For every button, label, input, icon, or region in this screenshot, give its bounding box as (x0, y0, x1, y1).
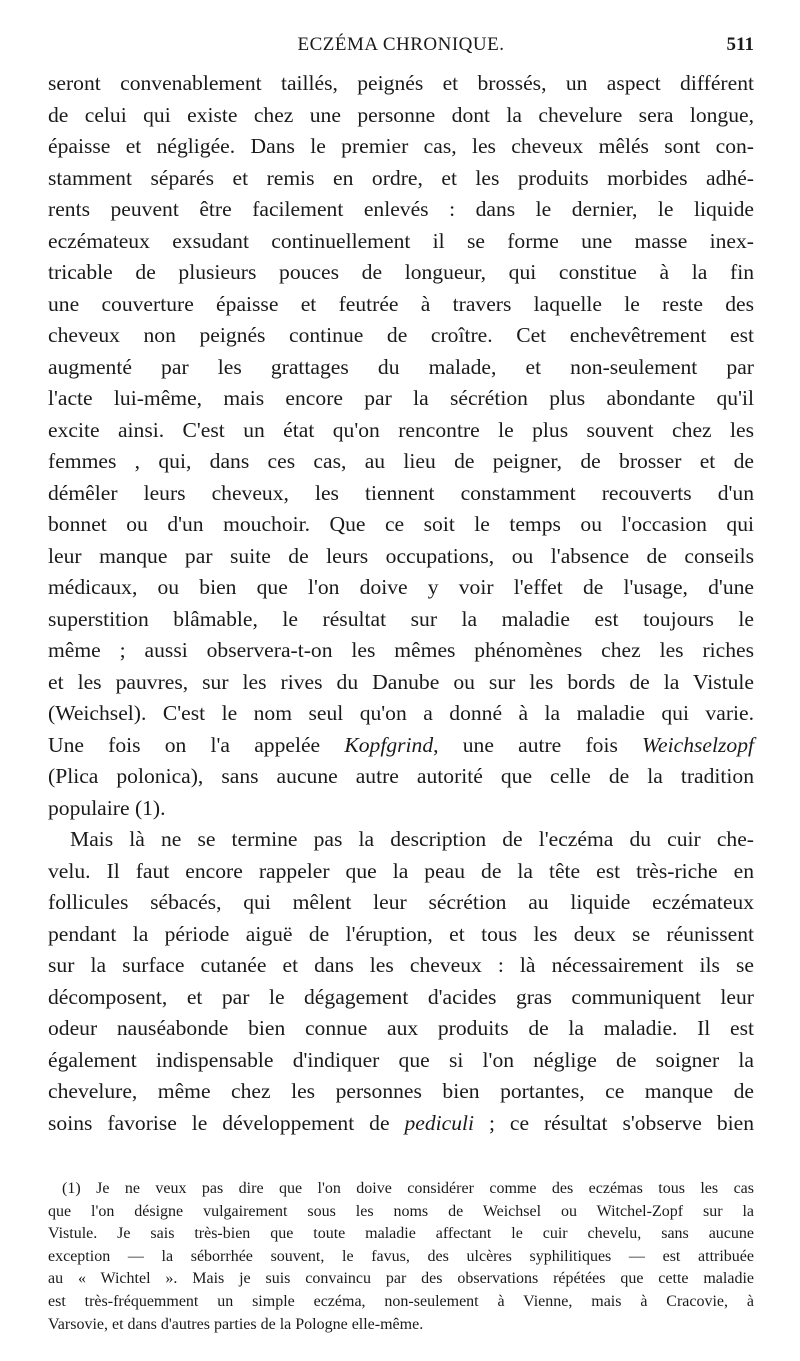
text-line: pendant la période aiguë de l'éruption, et tous les deux se réunissent (48, 921, 754, 946)
text-line: démêler leurs cheveux, les tiennent constamment recouverts d'un (48, 480, 754, 505)
text-line: sur la surface cutanée et dans les cheveux : là nécessairement ils se (48, 953, 754, 977)
text-line: bonnet ou d'un mouchoir. Que ce soit le temps ou l'occasion qui (48, 512, 754, 536)
running-title: ECZÉMA CHRONIQUE. (297, 34, 505, 55)
text-line: femmes , qui, dans ces cas, au lieu de peigner, de brosser et de (48, 449, 754, 473)
text-segment: Une fois on l'a appelée (48, 732, 345, 757)
text-line: même ; aussi observera-t-on les mêmes phénomènes chez les riches (48, 638, 754, 662)
italic-term-pediculi: pediculi (404, 1110, 475, 1135)
footnote-line: Vistule. Je sais très-bien que toute maladie affectant le cuir chevelu, sans aucune (48, 1225, 754, 1243)
text-line: rents peuvent être facilement enlevés : dans le dernier, le liquide (48, 197, 754, 221)
text-line-with-italics (48, 1108, 754, 1140)
footnote-line: que l'on désigne vulgairement sous les noms de Weichsel ou Witchel-Zopf sur la (48, 1202, 754, 1220)
paragraph-end-line: populaire (1). (48, 795, 166, 820)
footnote-line: Varsovie, et dans d'autres parties de la Pologne elle-même. (48, 1315, 424, 1333)
text-line: et les pauvres, sur les rives du Danube ou sur les bords de la Vistule (48, 669, 754, 694)
text-line: (Plica polonica), sans aucune autre autorité que celle de la tradition (48, 764, 754, 788)
text-line: de celui qui existe chez une personne dont la chevelure sera longue, (48, 102, 754, 127)
text-line: (Weichsel). C'est le nom seul qu'on a donné à la maladie qui varie. (48, 701, 754, 725)
text-segment: , une autre fois (433, 732, 643, 757)
text-line: l'acte lui-même, mais encore par la sécrétion plus abondante qu'il (48, 386, 754, 410)
text-line: cheveux non peignés continue de croître. Cet enchevêtrement est (48, 323, 754, 347)
text-line: superstition blâmable, le résultat sur la maladie est toujours le (48, 606, 754, 631)
text-line: décomposent, et par le dégagement d'acides gras communiquent leur (48, 984, 754, 1009)
text-line: médicaux, ou bien que l'on doive y voir l'effet de l'usage, d'une (48, 575, 754, 599)
text-line: chevelure, même chez les personnes bien portantes, ce manque de (48, 1079, 754, 1103)
italic-term-weichselzopf: Weichselzopf (642, 732, 755, 757)
text-line: stamment séparés et remis en ordre, et les produits morbides adhé- (48, 165, 754, 190)
text-line: leur manque par suite de leurs occupations, ou l'absence de conseils (48, 543, 754, 568)
footnote-line: exception — la séborrhée souvent, le favus, des ulcères syphilitiques — est attribuée (48, 1247, 754, 1265)
text-line: une couverture épaisse et feutrée à travers laquelle le reste des (48, 291, 754, 316)
text-line-with-italics (48, 730, 754, 762)
footnote-line: au « Wichtel ». Mais je suis convaincu par des observations répétées que cette maladie (48, 1270, 754, 1288)
text-line: odeur nauséabonde bien connue aux produits de la maladie. Il est (48, 1016, 754, 1040)
paragraph-start-line: Mais là ne se termine pas la description de l'eczéma du cuir che- (70, 827, 754, 851)
text-line: follicules sébacés, qui mêlent leur sécrétion au liquide eczémateux (48, 890, 754, 914)
text-segment: ; ce résultat s'observe bien (474, 1110, 754, 1135)
text-line: augmenté par les grattages du malade, et non-seulement par (48, 354, 754, 379)
text-line: eczémateux exsudant continuellement il se forme une masse inex- (48, 228, 754, 253)
footnote-line: (1) Je ne veux pas dire que l'on doive considérer comme des eczémas tous les cas (62, 1180, 754, 1197)
text-line: épaisse et négligée. Dans le premier cas, les cheveux mêlés sont con- (48, 134, 754, 158)
text-line: tricable de plusieurs pouces de longueur, qui constitue à la fin (48, 260, 754, 284)
footnote (48, 1178, 754, 1336)
running-head (48, 30, 754, 64)
text-line: seront convenablement taillés, peignés et brossés, un aspect différent (48, 71, 754, 95)
page-number: 511 (726, 34, 754, 55)
text-line: excite ainsi. C'est un état qu'on rencontre le plus souvent chez les (48, 417, 754, 442)
italic-term-kopfgrind: Kopfgrind (344, 732, 434, 757)
text-segment: soins favorise le développement de (48, 1110, 405, 1135)
text-line: velu. Il faut encore rappeler que la peau de la tête est très-riche en (48, 858, 754, 883)
text-line: également indispensable d'indiquer que si l'on néglige de soigner la (48, 1047, 754, 1072)
footnote-line: est très-fréquemment un simple eczéma, non-seulement à Vienne, mais à Cracovie, à (48, 1292, 754, 1310)
body-text (48, 68, 754, 1139)
